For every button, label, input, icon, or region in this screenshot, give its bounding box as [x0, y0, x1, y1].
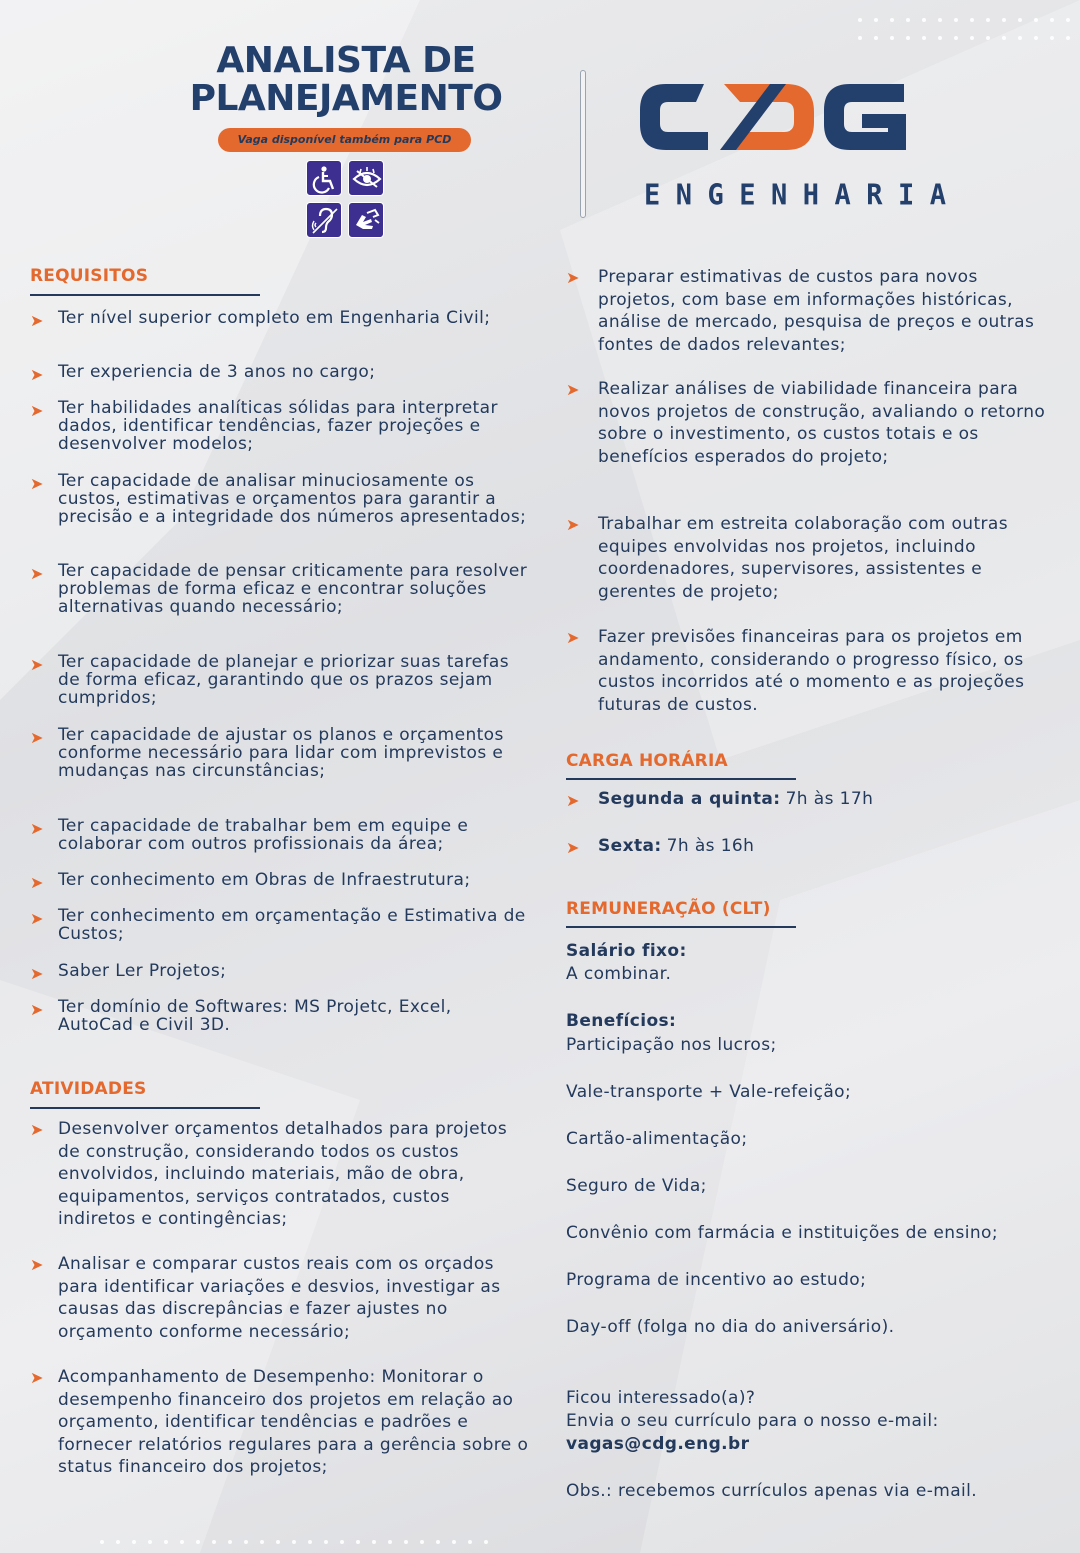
arrow-icon: ➤ — [30, 401, 44, 420]
list-item: ➤ Ter conhecimento em Obras de Infraestrutura; — [30, 870, 471, 892]
list-item: ➤ Ter domínio de Softwares: MS Projetc, Excel, AutoCad e Civil 3D. — [30, 997, 452, 1035]
hearing-icon — [306, 202, 342, 238]
list-item: ➤ Realizar análises de viabilidade financeira para novos projetos de construção, avaliando o retorno sobre o investimento, os custos totais e os benefícios esperados do projeto; — [566, 379, 1046, 467]
requisitos-heading: REQUISITOS — [30, 266, 149, 286]
beneficio-item: Day-off (folga no dia do aniversário). — [566, 1317, 895, 1337]
carga-horaria-underline — [566, 778, 796, 780]
decorative-dots-bottom — [100, 1540, 488, 1544]
arrow-icon: ➤ — [566, 268, 580, 287]
arrow-icon: ➤ — [30, 655, 44, 674]
contact-line1: Ficou interessado(a)? — [566, 1388, 756, 1408]
remuneracao-heading: REMUNERAÇÃO (CLT) — [566, 899, 771, 919]
atividades-list — [30, 1118, 530, 1502]
list-item: ➤ Fazer previsões financeiras para os projetos em andamento, considerando o progresso físico, os custos incorridos até o momento e as projeções futuras de custos. — [566, 627, 1025, 715]
arrow-icon: ➤ — [30, 1255, 44, 1274]
list-item: ➤ Segunda a quinta: 7h às 17h — [566, 789, 874, 810]
accessibility-icons — [306, 160, 386, 238]
list-item: ➤ Ter experiencia de 3 anos no cargo; — [30, 362, 376, 384]
arrow-icon: ➤ — [30, 873, 44, 892]
decorative-dots-top-2 — [858, 36, 1070, 40]
list-item: ➤ Ter capacidade de planejar e priorizar suas tarefas de forma eficaz, garantindo que os prazos sejam cumpridos; — [30, 652, 509, 708]
list-item: ➤ Trabalhar em estreita colaboração com outras equipes envolvidas nos projetos, incluindo coordenadores, supervisores, assistentes e gerentes de projeto; — [566, 514, 1008, 602]
job-title-line2: PLANEJAMENTO — [189, 78, 503, 119]
beneficios-label: Benefícios: — [566, 1011, 677, 1031]
atividades-heading: ATIVIDADES — [30, 1079, 147, 1099]
remuneracao-underline — [566, 926, 796, 928]
arrow-icon: ➤ — [30, 1000, 44, 1019]
list-item: ➤ Desenvolver orçamentos detalhados para projetos de construção, considerando todos os custos envolvidos, incluindo materiais, mão de obra, equipamentos, serviços contratados, custos indiretos e contingências; — [30, 1119, 508, 1230]
carga-horaria-list — [566, 789, 1046, 876]
requisitos-underline — [30, 294, 260, 296]
low-vision-icon — [348, 160, 384, 196]
list-item: ➤ Ter capacidade de ajustar os planos e orçamentos conforme necessário para lidar com imprevistos e mudanças nas circunstâncias; — [30, 725, 504, 781]
contact-obs: Obs.: recebemos currículos apenas via e-mail. — [566, 1481, 978, 1501]
salario-value: A combinar. — [566, 964, 672, 984]
contact-email[interactable]: vagas@cdg.eng.br — [566, 1434, 750, 1454]
list-item: ➤ Saber Ler Projetos; — [30, 961, 227, 983]
job-title-line1: ANALISTA DE — [216, 40, 476, 81]
list-item: ➤ Ter capacidade de trabalhar bem em equipe e colaborar com outros profissionais da área; — [30, 816, 469, 854]
beneficio-item: Convênio com farmácia e instituições de ensino; — [566, 1223, 998, 1243]
requisitos-list — [30, 309, 530, 1038]
arrow-icon: ➤ — [30, 964, 44, 983]
list-item: ➤ Sexta: 7h às 16h — [566, 836, 755, 857]
arrow-icon: ➤ — [566, 838, 580, 857]
arrow-icon: ➤ — [30, 819, 44, 838]
arrow-icon: ➤ — [30, 365, 44, 384]
arrow-icon: ➤ — [566, 628, 580, 647]
carga-horaria-heading: CARGA HORÁRIA — [566, 751, 728, 771]
header-divider — [580, 70, 586, 218]
arrow-icon: ➤ — [566, 380, 580, 399]
arrow-icon: ➤ — [30, 728, 44, 747]
contact-line2: Envia o seu currículo para o nosso e-mail: — [566, 1411, 939, 1431]
arrow-icon: ➤ — [566, 515, 580, 534]
list-item: ➤ Ter habilidades analíticas sólidas para interpretar dados, identificar tendências, fazer projeções e desenvolver modelos; — [30, 398, 498, 454]
wheelchair-icon — [306, 160, 342, 196]
list-item: ➤ Analisar e comparar custos reais com os orçados para identificar variações e desvios, investigar as causas das discrepâncias e fazer ajustes no orçamento conforme necessário; — [30, 1254, 501, 1342]
arrow-icon: ➤ — [30, 1120, 44, 1139]
beneficio-item: Programa de incentivo ao estudo; — [566, 1270, 867, 1290]
arrow-icon: ➤ — [566, 791, 580, 810]
beneficio-item: Participação nos lucros; — [566, 1035, 777, 1055]
list-item: ➤ Preparar estimativas de custos para novos projetos, com base em informações históricas, análise de mercado, pesquisa de preços e outras fontes de dados relevantes; — [566, 267, 1035, 355]
logo-subtitle: ENGENHARIA — [644, 179, 962, 212]
arrow-icon: ➤ — [30, 311, 44, 330]
decorative-dots-top — [858, 18, 1070, 22]
salario-label: Salário fixo: — [566, 941, 687, 961]
job-title — [168, 42, 524, 118]
arrow-icon: ➤ — [30, 909, 44, 928]
list-item: ➤ Ter nível superior completo em Engenharia Civil; — [30, 308, 491, 330]
list-item: ➤ Ter conhecimento em orçamentação e Estimativa de Custos; — [30, 906, 526, 944]
beneficio-item: Cartão-alimentação; — [566, 1129, 748, 1149]
list-item: ➤ Acompanhamento de Desempenho: Monitorar o desempenho financeiro dos projetos em relação ao orçamento, identificar tendências e padrões e fornecer relatórios regulares para a gerência sobre o status financeiro dos projetos; — [30, 1367, 529, 1478]
arrow-icon: ➤ — [30, 1368, 44, 1387]
beneficio-item: Seguro de Vida; — [566, 1176, 707, 1196]
atividades-continued-list — [566, 266, 1046, 718]
pcd-badge: Vaga disponível também para PCD — [218, 128, 471, 152]
list-item: ➤ Ter capacidade de pensar criticamente para resolver problemas de forma eficaz e encontrar soluções alternativas quando necessário; — [30, 561, 528, 617]
arrow-icon: ➤ — [30, 564, 44, 583]
sign-language-icon — [348, 202, 384, 238]
list-item: ➤ Ter capacidade de analisar minuciosamente os custos, estimativas e orçamentos para garantir a precisão e a integridade dos números apresentados; — [30, 471, 527, 527]
arrow-icon: ➤ — [30, 474, 44, 493]
beneficio-item: Vale-transporte + Vale-refeição; — [566, 1082, 852, 1102]
atividades-underline — [30, 1107, 260, 1109]
